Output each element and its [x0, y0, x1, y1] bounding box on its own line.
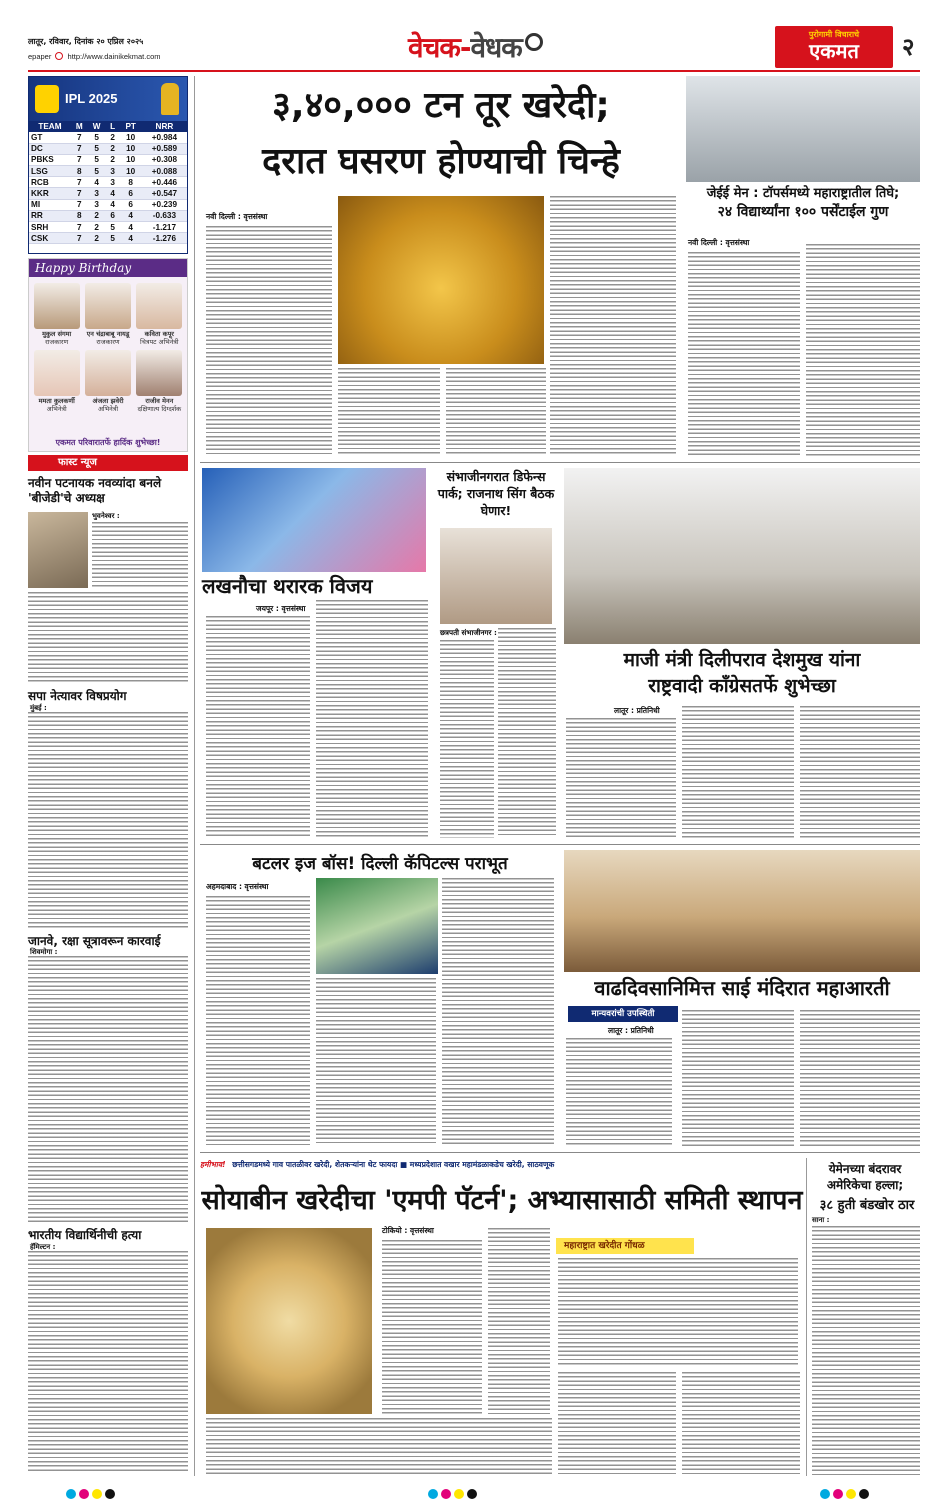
birthday-role: अभिनेत्री [46, 404, 67, 413]
registration-marks-right [820, 1484, 872, 1501]
ipl-cell: 4 [120, 210, 142, 221]
yemen-headline-line-1: येमेनच्या बंदरावर [828, 1162, 902, 1176]
lsg-rr-match-photo [202, 468, 426, 572]
butler-batting-photo [316, 878, 438, 974]
ipl-cell: +0.446 [142, 177, 187, 188]
ipl-cell: 5 [88, 154, 106, 165]
ipl-cell: KKR [29, 188, 71, 199]
website-link[interactable]: http://www.dainikekmat.com [67, 52, 161, 61]
yemen-body [812, 1226, 920, 1476]
deshmukh-body-col-3 [800, 706, 920, 838]
ipl-cell: 3 [106, 177, 120, 188]
butler-body-col-2 [316, 978, 436, 1146]
ipl-cell: RCB [29, 177, 71, 188]
ipl-cell: 8 [120, 177, 142, 188]
soybean-hands-photo [206, 1228, 372, 1414]
ipl-cell: +0.239 [142, 199, 187, 210]
ipl-cell: 4 [106, 188, 120, 199]
page-number: २ [902, 33, 915, 61]
yemen-headline-line-3: ३८ हुती बंडखोर ठार [819, 1198, 915, 1213]
yellow-reg-dot [92, 1489, 102, 1499]
ipl-cell: 5 [88, 143, 106, 154]
fast-news-1-dateline: भुवनेश्वर : [92, 512, 120, 520]
soybean-box-body [558, 1258, 798, 1366]
table-row [29, 210, 187, 221]
lead-body-col-4 [550, 196, 676, 456]
ipl-cell: 5 [106, 233, 120, 244]
birthday-person [135, 283, 184, 346]
table-row [29, 143, 187, 154]
birthday-name: एन चंद्राबाबू नायडू [86, 330, 130, 338]
jee-body-col-1 [688, 252, 800, 458]
section-title-part-a: वेचक- [408, 31, 471, 64]
ipl-cell: 7 [71, 177, 88, 188]
masthead-rule [28, 70, 920, 72]
fast-news-banner [28, 455, 188, 471]
ipl-cell: 7 [71, 188, 88, 199]
butler-body-col-3 [442, 878, 554, 1146]
ipl-cell: 4 [120, 233, 142, 244]
birthday-role: राजकारण [96, 337, 120, 346]
bottom-section-rule [200, 1152, 920, 1153]
sai-body-col-1 [566, 1038, 672, 1146]
butler-headline: बटलर इज बॉस! दिल्ली कॅपिटल्स पराभूत [252, 854, 508, 874]
brand-logo: एकमत [809, 39, 859, 63]
sai-body-col-3 [800, 1010, 920, 1146]
sai-subhead-box [568, 1006, 678, 1022]
deshmukh-headline-line-2: राष्ट्रवादी कॉंग्रेसतर्फे शुभेच्छा [648, 675, 836, 697]
ipl-cell: +0.589 [142, 143, 187, 154]
globe-icon [55, 52, 63, 60]
table-row [29, 177, 187, 188]
ipl-cell: 8 [71, 210, 88, 221]
magnifier-icon [525, 33, 543, 51]
ipl-cell: 2 [88, 210, 106, 221]
jee-body-col-2 [806, 244, 920, 458]
ipl-col-header: TEAM [29, 121, 71, 132]
deshmukh-dateline: लातूर : प्रतिनिधी [614, 706, 660, 715]
deshmukh-body-col-1 [566, 718, 676, 838]
birthday-person [32, 283, 81, 346]
soybean-ticker [200, 1158, 800, 1172]
ipl-cell: +0.984 [142, 132, 187, 143]
ipl-story-dateline: जयपूर : वृत्तसंस्था [256, 604, 306, 613]
table-row [29, 154, 187, 165]
fast-news-1-headline: नवीन पटनायक नवव्यांदा बनले 'बीजेडी'चे अध्यक्ष [28, 476, 162, 505]
birthday-role: राजकारण [45, 337, 69, 346]
table-row [29, 222, 187, 233]
birthday-name: मुकुल संगमा [42, 330, 72, 338]
birthday-name: ममता कुलकर्णी [38, 397, 75, 405]
soybean-body-col-2 [488, 1228, 550, 1414]
table-row [29, 199, 187, 210]
cyan-reg-dot [66, 1489, 76, 1499]
registration-marks-center [428, 1484, 480, 1501]
lead-headline-line-1: ३,४०,००० टन तूर खरेदी; [272, 85, 610, 126]
ipl-cell: +0.088 [142, 166, 187, 177]
brand-box [775, 26, 893, 68]
birthday-photo [136, 283, 182, 329]
birthday-role: दक्षिणात्य दिग्दर्शक [137, 404, 182, 413]
ipl-cell: -0.633 [142, 210, 187, 221]
birthday-name: अंजला झवेरी [92, 397, 124, 405]
magenta-reg-dot [833, 1489, 843, 1499]
ipl-cell: 5 [106, 222, 120, 233]
sai-mandir-photo [564, 850, 920, 972]
tur-dal-photo [338, 196, 544, 364]
fast-news-2-body [28, 712, 188, 930]
ipl-cell: 10 [120, 143, 142, 154]
fast-news-3-dateline: शिवमोगा : [30, 948, 58, 956]
birthday-role: चित्रपट अभिनेत्री [140, 337, 179, 346]
fast-news-3-body [28, 956, 188, 1224]
magenta-reg-dot [441, 1489, 451, 1499]
ipl-table-title: IPL 2025 [65, 91, 118, 106]
birthday-person [83, 350, 132, 413]
birthday-grid [29, 277, 187, 419]
defence-dateline: छत्रपती संभाजीनगर : [440, 628, 497, 637]
brand-tagline: पुरोगामी विचाराचे [808, 30, 860, 39]
yellow-reg-dot [846, 1489, 856, 1499]
registration-marks-left [66, 1484, 118, 1501]
ipl-cell: 10 [120, 132, 142, 143]
ipl-col-header: M [71, 121, 88, 132]
birthday-photo [34, 350, 80, 396]
fast-news-4-headline: भारतीय विद्यार्थिनीची हत्या [28, 1228, 142, 1242]
ipl-cell: CSK [29, 233, 71, 244]
ipl-col-header: W [88, 121, 106, 132]
birthday-photo [136, 350, 182, 396]
ipl-cell: RR [29, 210, 71, 221]
fast-news-title: फास्ट न्यूज [58, 457, 97, 468]
fast-news-3-headline: जानवे, रक्षा सूत्रावरून कारवाई [28, 934, 161, 948]
epaper-label: epaper [28, 52, 52, 61]
birthday-person [135, 350, 184, 413]
soybean-box-body-col-2 [682, 1372, 800, 1476]
ipl-cell: 6 [106, 210, 120, 221]
ipl-cell: 7 [71, 154, 88, 165]
jee-headline-line-2: २४ विद्यार्थ्यांना १०० पर्सेंटाईल गुण [717, 204, 889, 220]
sai-body-col-2 [682, 1010, 794, 1146]
ipl-cell: -1.276 [142, 233, 187, 244]
deshmukh-body-col-2 [682, 706, 794, 838]
soybean-box-title-bar [556, 1238, 694, 1254]
section-title-part-b: वेधक [470, 31, 522, 64]
rajnath-singh-photo [440, 528, 552, 624]
lead-headline-line-2: दरात घसरण होण्याची चिन्हे [262, 141, 620, 182]
jee-dateline: नवी दिल्ली : वृत्तसंस्था [688, 238, 750, 247]
yemen-headline-line-2: अमेरिकेचा हल्ला; [826, 1178, 904, 1192]
lead-dateline: नवी दिल्ली : वृत्तसंस्था [206, 212, 268, 221]
fast-news-4-dateline: हॅमिल्टन : [30, 1243, 56, 1251]
black-reg-dot [105, 1489, 115, 1499]
section-title [408, 28, 549, 66]
ipl-cell: 2 [106, 143, 120, 154]
ipl-cell: 4 [120, 222, 142, 233]
defence-headline: संभाजीनगरात डिफेन्स पार्क; राजनाथ सिंग बैठक घेणार! [437, 469, 555, 518]
ipl-col-header: L [106, 121, 120, 132]
ipl-cell: LSG [29, 166, 71, 177]
birthday-name: कविता कपूर [144, 330, 174, 338]
defence-body-col-2 [498, 628, 556, 838]
ipl-cell: 10 [120, 154, 142, 165]
soybean-ticker-label: हमीभाव! [200, 1160, 226, 1169]
ipl-cell: PBKS [29, 154, 71, 165]
table-row [29, 166, 187, 177]
fast-news-1-body [92, 522, 188, 588]
table-row [29, 188, 187, 199]
ipl-cell: 2 [106, 154, 120, 165]
fast-news-4-body [28, 1251, 188, 1473]
ipl-cell: MI [29, 199, 71, 210]
ipl-points-table [28, 76, 188, 254]
soybean-body-col-1 [382, 1240, 482, 1414]
fast-news-2-headline: सपा नेत्यावर विषप्रयोग [28, 689, 127, 703]
fast-news-2-dateline: मुंबई : [30, 704, 47, 712]
ipl-cell: 2 [106, 132, 120, 143]
cyan-reg-dot [428, 1489, 438, 1499]
left-column-divider [194, 76, 195, 1476]
soybean-ticker-text: छत्तीसगडमध्ये गाव पातळीवर खरेदी, शेतकऱ्यांना थेट फायदा ■ मध्यप्रदेशात वखार महामंडळाकडेच खरेदी, साठवणूक [232, 1160, 555, 1169]
ipl-cell: 7 [71, 132, 88, 143]
ipl-cell: 7 [71, 143, 88, 154]
ipl-cell: 3 [106, 166, 120, 177]
ipl-cell: 5 [88, 166, 106, 177]
magenta-reg-dot [79, 1489, 89, 1499]
ipl-cell: 5 [88, 132, 106, 143]
birthday-photo [85, 283, 131, 329]
ipl-cell: DC [29, 143, 71, 154]
ipl-cell: 4 [88, 177, 106, 188]
ipl-cell: 2 [88, 222, 106, 233]
ipl-story-headline: लखनौचा थरारक विजय [202, 574, 373, 598]
epaper-line [28, 52, 161, 61]
ipl-table-header [29, 77, 187, 121]
black-reg-dot [859, 1489, 869, 1499]
birthday-title: Happy Birthday [29, 259, 187, 277]
black-reg-dot [467, 1489, 477, 1499]
middle-section-rule [200, 844, 920, 845]
ipl-col-header: PT [120, 121, 142, 132]
birthday-box [28, 258, 188, 452]
soybean-box-title: महाराष्ट्रात खरेदीत गोंधळ [564, 1241, 645, 1251]
ipl-cell: 6 [120, 188, 142, 199]
table-row [29, 132, 187, 143]
lead-body-col-3 [446, 368, 546, 456]
ipl-cell: 2 [88, 233, 106, 244]
ipl-cell: 4 [106, 199, 120, 210]
soybean-dateline: टोकियो : वृत्तसंस्था [382, 1226, 434, 1235]
yemen-dateline: साना : [812, 1216, 830, 1224]
ipl-cell: -1.217 [142, 222, 187, 233]
birthday-greeting: एकमत परिवारातर्फे हार्दिक शुभेच्छा! [55, 438, 161, 447]
ipl-cell: 7 [71, 199, 88, 210]
ipl-cell: 7 [71, 222, 88, 233]
ipl-table [29, 121, 187, 244]
deshmukh-headline-line-1: माजी मंत्री दिलीपराव देशमुख यांना [623, 649, 861, 671]
birthday-name: राजीव मेनन [145, 397, 174, 405]
top-section-rule [200, 462, 920, 463]
ipl-story-body-col-1 [206, 616, 310, 838]
ipl-cell: 10 [120, 166, 142, 177]
patnaik-photo [28, 512, 88, 588]
sai-subhead: मान्यवरांची उपस्थिती [591, 1009, 655, 1019]
ipl-cell: +0.547 [142, 188, 187, 199]
ipl-cell: 6 [120, 199, 142, 210]
butler-dateline: अहमदाबाद : वृत्तसंस्था [206, 882, 269, 891]
jee-toppers-photo [686, 76, 920, 182]
ipl-cell: 7 [71, 233, 88, 244]
sai-headline: वाढदिवसानिमित्त साई मंदिरात महाआरती [594, 976, 890, 1000]
deshmukh-felicitation-photo [564, 468, 920, 644]
jee-headline-line-1: जेईई मेन : टॉपर्समध्ये महाराष्ट्रातील तिघे; [706, 186, 900, 201]
lead-body-col-2 [338, 368, 440, 456]
butler-body-col-1 [206, 896, 310, 1146]
ipl-cell: 3 [88, 199, 106, 210]
trophy-icon [161, 83, 179, 115]
defence-body-col-1 [440, 640, 494, 838]
ipl-cell: SRH [29, 222, 71, 233]
ipl-col-header: NRR [142, 121, 187, 132]
birthday-person [32, 350, 81, 413]
page-dateline: लातूर, रविवार, दिनांक २० एप्रिल २०२५ [28, 37, 144, 46]
yemen-divider [806, 1158, 807, 1476]
birthday-photo [85, 350, 131, 396]
birthday-person [83, 283, 132, 346]
lead-body-col-1 [206, 226, 332, 456]
soybean-headline: सोयाबीन खरेदीचा 'एमपी पॅटर्न'; अभ्यासासाठी समिती स्थापन [201, 1185, 803, 1216]
fast-news-1-body-cont [28, 592, 188, 684]
yellow-reg-dot [454, 1489, 464, 1499]
birthday-role: अभिनेत्री [97, 404, 119, 413]
ipl-cell: +0.308 [142, 154, 187, 165]
ipl-logo-icon [35, 85, 59, 113]
ipl-cell: 3 [88, 188, 106, 199]
soybean-box-body-col-1 [558, 1372, 676, 1476]
ipl-cell: 8 [71, 166, 88, 177]
table-row [29, 233, 187, 244]
ipl-cell: GT [29, 132, 71, 143]
birthday-photo [34, 283, 80, 329]
sai-dateline: लातूर : प्रतिनिधी [608, 1026, 654, 1035]
soybean-body-col-3 [206, 1418, 552, 1476]
cyan-reg-dot [820, 1489, 830, 1499]
ipl-story-body-col-2 [316, 600, 428, 838]
